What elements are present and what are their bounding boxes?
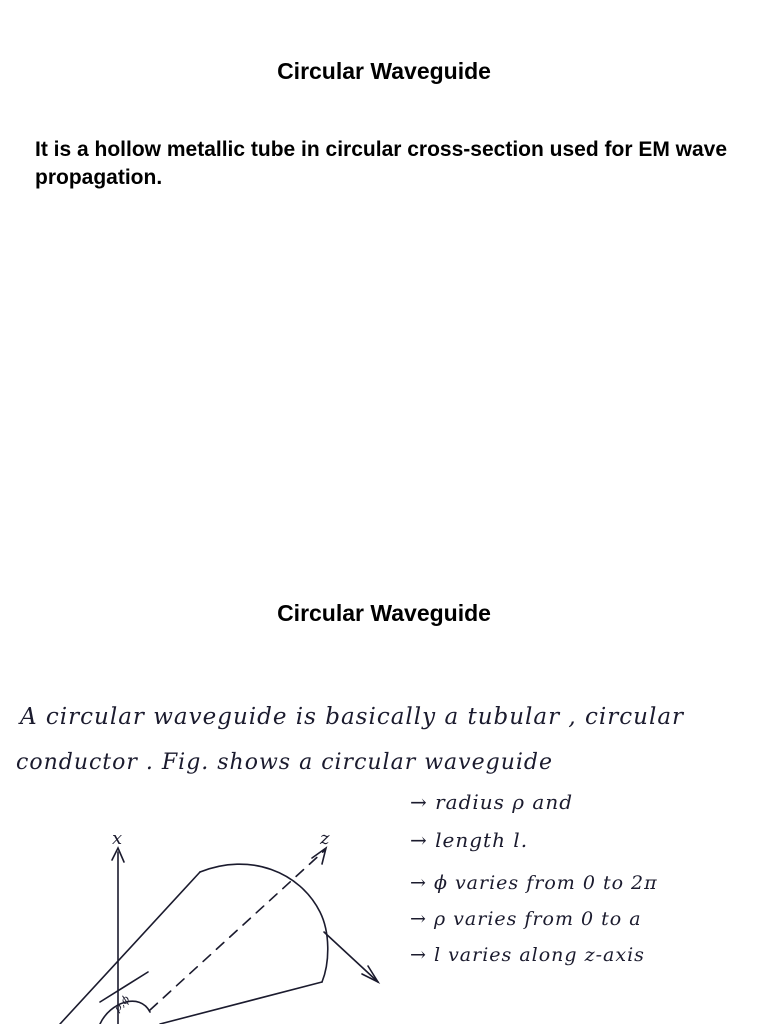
- note-line-1: A circular waveguide is basically a tubular , circular: [20, 704, 685, 730]
- waveguide-figure: [0, 672, 400, 1024]
- dimension-line: [324, 932, 378, 982]
- slide-2-title: Circular Waveguide: [277, 600, 491, 626]
- note-bullet-rho: → ρ varies from 0 to a: [410, 908, 642, 930]
- note-bullet-l: → l varies along z-axis: [410, 944, 645, 966]
- cylinder-bottom-edge: [160, 982, 322, 1024]
- cylinder-end-cap: [200, 864, 328, 982]
- handwritten-notes: [0, 672, 768, 1024]
- rho-phi-label: ρ,ϕ: [110, 992, 133, 1015]
- z-axis-dashed: [150, 850, 325, 1010]
- x-axis-label: x: [112, 828, 123, 849]
- note-bullet-radius: → radius ρ and: [410, 790, 574, 814]
- note-bullet-length: → length l.: [410, 828, 529, 852]
- z-axis-label: z: [320, 828, 330, 849]
- note-line-2: conductor . Fig. shows a circular waveguide: [16, 750, 554, 775]
- note-bullet-phi: → ϕ varies from 0 to 2π: [410, 872, 658, 894]
- z-axis-arrow: [312, 848, 326, 864]
- slide-2: [0, 512, 768, 1024]
- slide-1-body: It is a hollow metallic tube in circular cross-section used for EM wave propagation.: [35, 138, 728, 189]
- slide-1-title: Circular Waveguide: [277, 58, 491, 84]
